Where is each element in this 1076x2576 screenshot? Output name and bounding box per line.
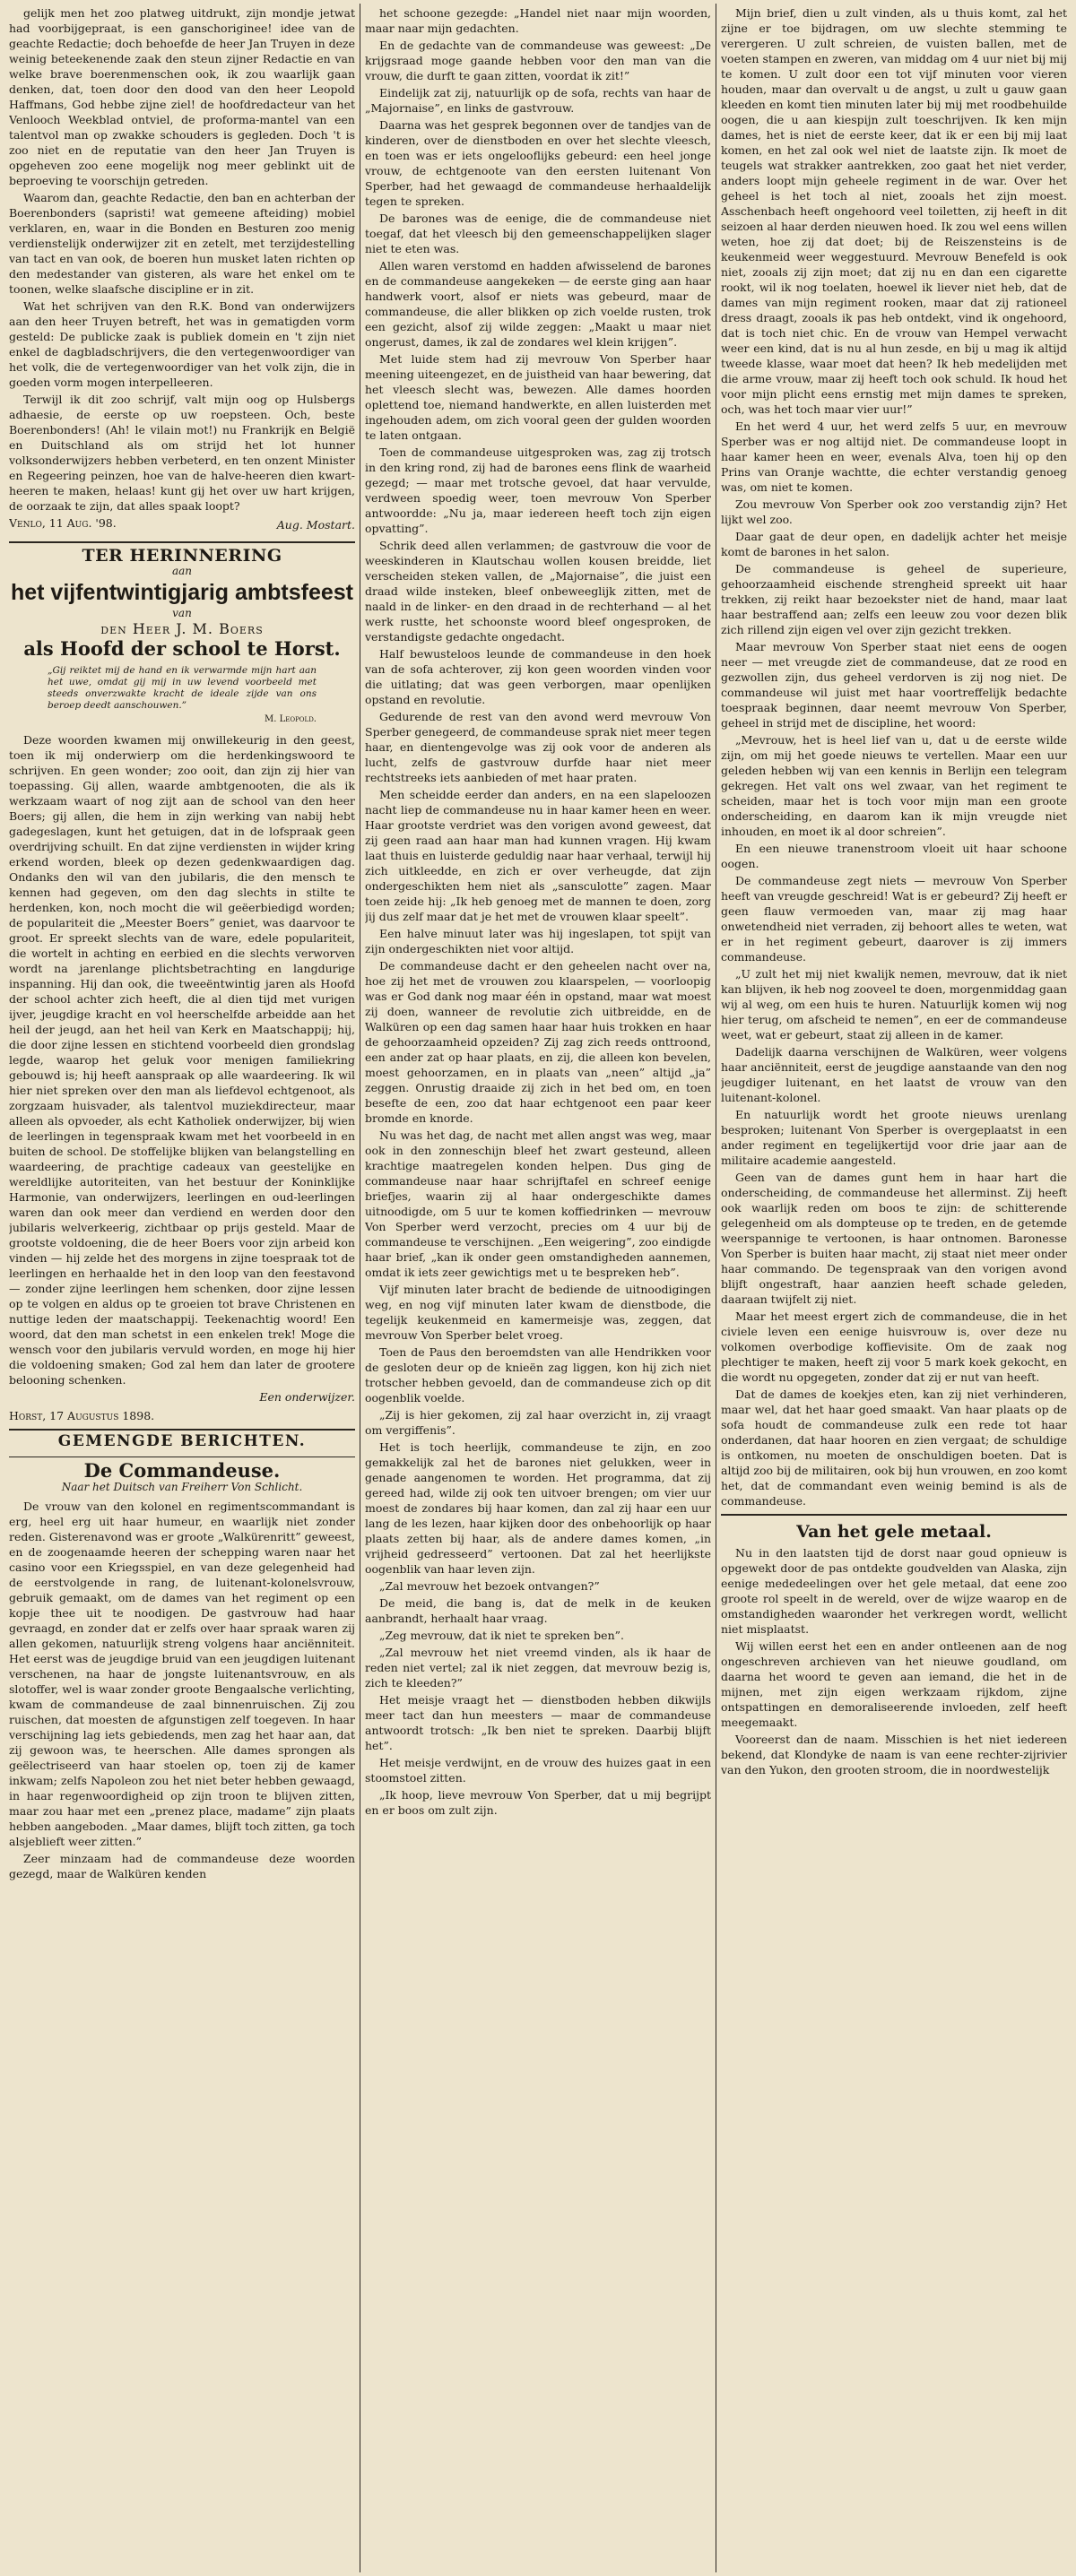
paragraph: De commandeuse zegt niets — mevrouw Von Sperber heeft van vreugde geschreid! Wat is er gebeurd? Zij heeft er geen flauw vermoeden van, maar zij mag haar onwetendheid niet verraden, zij behoort alles te weten, wat er in het regiment gebeurt, daarover is zij immers commandeuse. — [721, 874, 1067, 964]
paragraph: gelijk men het zoo platweg uitdrukt, zijn mondje jetwat had voorbijgepraat, is een ganschoriginee! idee van de geachte Redactie; doch behoefde de heer Jan Truyen in deze weinig beteekenende zaak den steun zijner Redactie en van welke brave boerenmenschen ook, ik zou waarlijk gaan denken, dat, toen door den dood van den heer Leopold Haffmans, God hebbe zijne ziel! de hoofdredacteur van het Venlooch Weekblad ontviel, de proforma-mantel van een talentvol man op zwakke schouders is gegleden. Doch 't is zoo niet en de reputatie van den heer Jan Truyen is opgeheven zoo eene mogelijk nog meer geblinkt uit de beproeving te voorschijn getreden. — [9, 6, 355, 187]
divider — [9, 1429, 355, 1431]
tribute-dateline-row — [9, 1408, 355, 1423]
tribute-motto-author: M. Leopold. — [265, 714, 317, 724]
paragraph: De vrouw van den kolonel en regimentscommandant is erg, heel erg uit haar humeur, en waarlijk niet zonder reden. Gisterenavond was er groote „Walkürenritt” geweest, en de zoogenaamde heeren der schepping waren naar het casino voor een Kriegsspiel, en van deze gelegenheid had de eerstvolgende in rang, de luitenant-kolonelsvrouw, gebruik gemaakt, om de dames van het regiment op een kopje thee uit te noodigen. De gastvrouw had haar gevraagd, en zonder dat er zelfs over haar spraak waren zij allen gekomen, natuurlijk streng volgens haar anciënniteit. Het eerst was de jeugdige bruid van een jeugdigen luitenant verschenen, na haar de jongste luitenantsvrouw, en als slotoffer, wel is waar zonder groote Bengaalsche verlichting, kwam de commandeuse de zaal binnenruischen. Zij zou ruischen, dat moesten de afgunstigen zelf toegeven. In haar verschijning lag iets gebiedends, men zag het haar aan, dat zij gewoon was, te heerschen. Alle dames sprongen als geëlectriseerd van haar stoelen op, toen zij de kamer inkwam; zelfs Napoleon zou het niet beter hebben gewaagd, in haar regenwoordigheid op zijn troon te blijven zitten, maar zou haar met een „prenez place, madame” zijn plaats hebben aangeboden. „Maar dames, blijft toch zitten, ga toch alsjeblieft weer zitten.” — [9, 1500, 355, 1848]
tribute-motto-block — [9, 665, 355, 727]
paragraph: Waarom dan, geachte Redactie, den ban en achterban der Boerenbonders (sapristi! wat gemeene afteiding) mobiel verklaren, en, waar in die Bonden en Besturen zoo menig verdienstelijk onderwijzer zit en zetelt, met terzijdestelling van tact en van ook, de boeren hun musket laten richten op den medestander van gisteren, als ware het enkel om te toonen, welke slaafsche discipline er in zit. — [9, 191, 355, 296]
tribute-heading-line: den Heer J. M. Boers — [100, 620, 264, 637]
paragraph: Nu was het dag, de nacht met allen angst was weg, maar ook in den zonneschijn bleef het zwart gesteund, alleen krachtige maatregelen konden helpen. Dus ging de commandeuse naar haar schrijftafel en schreef eenige briefjes, waarin zij al haar ondergeschikte dames uitnoodigde, om 5 uur te komen koffiedrinken — mevrouw Von Sperber werd verzocht, precies om 4 uur bij de commandeuse te verschijnen. „Een weigering”, zoo eindigde haar brief, „kan ik onder geen omstandigheden aannemen, omdat ik iets zeer gewichtigs met u te bespreken heb”. — [365, 1128, 711, 1279]
paragraph: Mijn brief, dien u zult vinden, als u thuis komt, zal het zijne er toe bijdragen, om uw slechte stemming te verergeren. U zult schreien, de vuisten ballen, met de voeten stampen en zweren, van middag om 4 uur niet bij mij te komen. U zult door een tot vijf minuten voor vieren houden, maar dan overvalt u de angst, u zult u gauw gaan kleeden en komt tien minuten later bij mij met roodbehuilde oogen, die u aan kiespijn zult toeschrijven. Ik ken mijn dames, het is niet de eerste keer, dat ik er een bij mij laat komen, en het zal ook wel niet de laatste zijn. Ik moet de teugels wat strakker aantrekken, zoo gaat het niet verder, anders loopt mijn geheele regiment in de war. Over het geheel is het toch al niet, zooals het zijn moest. Asschenbach heeft ongehoord veel toiletten, zij heeft in dit seizoen al haar derden nieuwen hoed. Ik zou wel eens willen weten, hoe zij dat doet; bij de Reiszensteins is de keukenmeid weer weggestuurd. Mevrouw Benefeld is ook niet, zooals zij zijn moet; dat zij nu en dan een cigarette rookt, wil ik nog toelaten, hoewel ik liever niet heb, dat de dames van mijn regiment rooken, maar dat zij rationeel dress draagt, zooals ik pas heb ontdekt, vind ik ongehoord, dat is toch niet chic. En de vrouw van Hempel verwacht weer een kind, dat is nu al hun zesde, en bij u mag ik altijd tweede klasse, waar moet dat heen? Ik heb medelijden met die arme vrouw, maar zij heeft toch ook schuld. Ik houd het voor mijn plicht eens ernstig met mijn dames te spreken, och, was het toch maar vier uur!” — [721, 6, 1067, 416]
paragraph: Zou mevrouw Von Sperber ook zoo verstandig zijn? Het lijkt wel zoo. — [721, 497, 1067, 526]
paragraph: „Zal mevrouw het niet vreemd vinden, als ik haar de reden niet vertel; zal ik niet zeggen, dat mevrouw bezig is, zich te kleeden?” — [365, 1646, 711, 1690]
paragraph: „Zij is hier gekomen, zij zal haar overzicht in, zij vraagt om vergiffenis”. — [365, 1408, 711, 1437]
paragraph: Geen van de dames gunt hem in haar hart die onderscheiding, de commandeuse het allerminst. Zij heeft ook waarlijk reden om boos te zijn: de schitterende gelegenheid om als dompteuse op te treden, en de getemde weerspannige te vertoonen, is haar ontnomen. Baronesse Von Sperber is buiten haar macht, zij staat niet meer onder haar commando. De tegenspraak van den vorigen avond blijft ongestraft, haar aanzien heeft schade geleden, daaraan twijfelt zij niet. — [721, 1171, 1067, 1306]
paragraph: Vijf minuten later bracht de bediende de uitnoodigingen weg, en nog vijf minuten later kwam de dienstbode, die tegelijk keukenmeid en kamermeisje was, zeggen, dat mevrouw Von Sperber belet vroeg. — [365, 1283, 711, 1342]
paragraph: En het werd 4 uur, het werd zelfs 5 uur, en mevrouw Sperber was er nog altijd niet. De commandeuse loopt in haar kamer heen en weer, evenals Alva, toen hij op den Prins van Oranje wachtte, die echter verstandig genoeg was, om niet te komen. — [721, 419, 1067, 494]
paragraph: Nu in den laatsten tijd de dorst naar goud opnieuw is opgewekt door de pas ontdekte goudvelden van Alaska, zijn eenige mededeelingen over het gele metaal, dat eene zoo groote rol speelt in de wereld, over de wijze waarop en de omstandigheden waaronder het verkregen wordt, wellicht niet misplaatst. — [721, 1546, 1067, 1636]
paragraph: Het is toch heerlijk, commandeuse te zijn, en zoo gemakkelijk zal het de barones niet gelukken, weer in genade aangenomen te worden. Het programma, dat zij gereed had, wilde zij ook ten uitvoer brengen; om vier uur moest de zondares bij haar komen, dan zal zij haar een uur lang de les lezen, haar kijken door des onbehoorlijk op haar plaats zetten bij haar, als de andere dames komen, „in vrijheid gedresseerd” vertoonen. Dat zal het heerlijkste oogenblik van haar leven zijn. — [365, 1440, 711, 1576]
paragraph: „Zeg mevrouw, dat ik niet te spreken ben”. — [379, 1629, 624, 1642]
paragraph: Een halve minuut later was hij ingeslapen, tot spijt van zijn ondergeschikten niet voor altijd. — [365, 927, 711, 955]
paragraph: Gedurende de rest van den avond werd mevrouw Von Sperber genegeerd, de commandeuse sprak niet meer tegen haar, en dientengevolge was zij ook voor de anderen als lucht, zelfs de gastvrouw durfde haar niet meer rechtstreeks iets aanbieden of met haar praten. — [365, 710, 711, 784]
section-heading: GEMENGDE BERICHTEN. — [57, 1432, 307, 1450]
paragraph: De meid, die bang is, dat de melk in de keuken aanbrandt, herhaalt haar vraag. — [365, 1596, 711, 1625]
paragraph: Wij willen eerst het een en ander ontleenen aan de nog ongeschreven archieven van het nieuwe goudland, om daarna het woord te geven aan iemand, die het in de mijnen, met zijn eigen werkzaam rijkdom, zijne ontspattingen en demoraliseerende invloeden, zelf heeft meegemaakt. — [721, 1639, 1067, 1729]
paragraph: Schrik deed allen verlammen; de gastvrouw die voor de weeskinderen in Klautschau wollen kousen breidde, liet verscheiden steken vallen, de „Majornaise”, die juist een draad wilde insteken, bleef onbeweeglijk zitten, met de naald in de linker- en den draad in de rechterhand — al het werk rustte, het schoonste woord bleef ongesproken, de verstandigste gedachte ongedacht. — [365, 539, 711, 644]
tribute-heading-line: als Hoofd der school te Horst. — [23, 637, 341, 660]
paragraph: En de gedachte van de commandeuse was geweest: „De krijgsraad moge gaande hebben voor den man van die vrouw, die durft te gaan zitten, voordat ik zit!” — [365, 39, 711, 82]
tribute-heading-line: het vijfentwintigjarig ambtsfeest — [10, 580, 353, 605]
paragraph: Wat het schrijven van den R.K. Bond van onderwijzers aan den heer Truyen betreft, het was in gematigden vorm gesteld: De publicke zaak is publiek domein en 't zijn niet enkel de dagbladschrijvers, die den vertegenwoordiger van het volk, die de vertegenwoordiger van het volk zijn, die in goeden vorm mogen interpelleeren. — [9, 299, 355, 389]
divider — [9, 541, 355, 543]
paragraph: Terwijl ik dit zoo schrijf, valt mijn oog op Hulsbergs adhaesie, de eerste op uw roepsteen. Och, beste Boerenbonders! (Ah! le vilain mot!) nu Frankrijk en België en Duitschland als om strijd het lot hunner volksonderwijzers hebben verbeterd, en ten onzent Minister en Regeering peinzen, hoe van de halve-heeren dien kwart-heeren te maken, helaas! kunt gij het over uw hart krijgen, de oorzaak te zijn, dat alles spaak loopt? — [9, 393, 355, 513]
paragraph: Toen de Paus den beroemdsten van alle Hendrikken voor de gesloten deur op de knieën zag liggen, kon hij zich niet trotscher hebben gevoeld, dan de commandeuse zich op dit oogenblik voelde. — [365, 1345, 711, 1405]
paragraph: „Zal mevrouw het bezoek ontvangen?” — [379, 1579, 600, 1593]
paragraph: Daar gaat de deur open, en dadelijk achter het meisje komt de barones in het salon. — [721, 530, 1067, 558]
tribute-heading-line: TER HERINNERING — [82, 546, 282, 566]
letter-dateline-row — [9, 515, 355, 536]
article-title: Van het gele metaal. — [796, 1522, 992, 1542]
paragraph: Half bewusteloos leunde de commandeuse in den hoek van de sofa achterover, zij kon geen woorden vinden voor die uitlating; dat was geen verborgen, maar openlijken opstand en revolutie. — [365, 647, 711, 706]
letter-signature: Aug. Mostart. — [276, 518, 355, 532]
paragraph: En een nieuwe tranenstroom vloeit uit haar schoone oogen. — [721, 842, 1067, 870]
paragraph: Vooreerst dan de naam. Misschien is het niet iedereen bekend, dat Klondyke de naam is van eene rechter-zijrivier van den Yukon, den grooten stroom, die in noordwestelijk — [721, 1733, 1067, 1776]
paragraph: Allen waren verstomd en hadden afwisselend de barones en de commandeuse aangekeken — de eerste ging aan haar handwerk voort, alsof er niets was gebeurd, maar de commandeuse, die aller blikken op zich voelde rusten, trok een gezicht, alsof zij wilde zeggen: „Maakt u maar niet ongerust, dames, ik zal de zondares wel klein krijgen”. — [365, 259, 711, 349]
paragraph: Daarna was het gesprek begonnen over de tandjes van de kinderen, over de dienstboden en over het slechte vleesch, en toen was er iets ongelooflijks gebeurd: een heel jonge vrouw, de echtgenoote van den eersten luitenant Von Sperber, had het gewaagd de commandeuse herhaaldelijk tegen te spreken. — [365, 118, 711, 208]
paragraph: En natuurlijk wordt het groote nieuws urenlang besproken; luitenant Von Sperber is overgeplaatst in een ander regiment en tegelijkertijd voor drie jaar aan de militaire academie aangesteld. — [721, 1108, 1067, 1167]
paragraph: Zeer minzaam had de commandeuse deze woorden gezegd, maar de Walküren kenden — [9, 1852, 355, 1880]
tribute-signature: Een onderwijzer. — [259, 1390, 355, 1404]
paragraph: het schoone gezegde: „Handel niet naar mijn woorden, maar naar mijn gedachten. — [365, 6, 711, 35]
tribute-heading-line: aan — [171, 565, 193, 577]
paragraph: „Mevrouw, het is heel lief van u, dat u de eerste wilde zijn, om mij het goede nieuws te vertellen. Maar een uur geleden hebben wij van een kennis in Berlijn een telegram gekregen. Het valt ons wel zwaar, van het regiment te scheiden, maar het is toch voor mijn man een groote onderscheiding, en daarom kan ik mijn vreugde niet inhouden, en moet ik al door schreien”. — [721, 733, 1067, 838]
paragraph: Dadelijk daarna verschijnen de Walküren, weer volgens haar anciënniteit, eerst de jeugdige aanstaande van den nog jeugdiger luitenant, en het laatst de vrouw van den luitenant-kolonel. — [721, 1045, 1067, 1104]
letter-dateline: Venlo, 11 Aug. '98. — [9, 516, 117, 530]
paragraph: Het meisje vraagt het — dienstboden hebben dikwijls meer tact dan hun meesters — maar de commandeuse antwoordt trotsch: „Ik ben niet te spreken. Daarbij blijft het”. — [365, 1693, 711, 1752]
paragraph: Eindelijk zat zij, natuurlijk op de sofa, rechts van haar de „Majornaise”, en links de gastvrouw. — [365, 86, 711, 115]
paragraph: De barones was de eenige, die de commandeuse niet toegaf, dat het vleesch bij den gemeenschappelijken slager niet te eten was. — [365, 212, 711, 255]
paragraph: „Ik hoop, lieve mevrouw Von Sperber, dat u mij begrijpt en er boos om zult zijn. — [365, 1788, 711, 1817]
story-body — [9, 1499, 355, 1881]
paragraph: „U zult het mij niet kwalijk nemen, mevrouw, dat ik niet kan blijven, ik heb nog zooveel te doen, morgenmiddag gaan wij al weg, om een huis te huren. Natuurlijk komen wij nog hier terug, om afscheid te nemen”, en eer de commandeuse weet, wat er gebeurt, staat zij alleen in de kamer. — [721, 967, 1067, 1042]
tribute-motto: „Gij reiktet mij de hand en ik verwarmde mijn hart aan het uwe, omdat gij mij in uw levend voorbeeld met steeds onverzwakte kracht de ideale zijde van ons beroep deedt aanschouwen.” — [48, 665, 317, 711]
paragraph: Dat de dames de koekjes eten, kan zij niet verhinderen, maar wel, dat het haar goed smaakt. Van haar plaats op de sofa houdt de commandeuse zulk een rede tot haar onderdanen, dat haar hooren en zien vergaat; de schuldige is ontkomen, nu moeten de onschuldigen boeten. Dat is altijd zoo bij de militairen, ook bij hun vrouwen, en zoo komt het, dat de commandant even weinig bemind is als de commandeuse. — [721, 1387, 1067, 1508]
divider — [721, 1514, 1067, 1516]
story-subtitle: Naar het Duitsch van Freiherr Von Schlicht. — [61, 1481, 303, 1493]
paragraph: Men scheidde eerder dan anders, en na een slapeloozen nacht liep de commandeuse nu in haar kamer heen en weer. Haar grootste verdriet was den vorigen avond geweest, dat zij geen raad aan haar man had kunnen vragen. Hij kwam laat thuis en luisterde geduldig naar haar verhaal, terwijl hij zich uitkleedde, en zich er over verheugde, dat zijn ondergeschikten hem niet als „sansculotte” zagen. Maar toen zeide hij: „Ik heb genoeg met de mannen te doen, zorg jij dus zelf maar dat je het met de vrouwen klaar speelt”. — [365, 788, 711, 923]
paragraph: Maar het meest ergert zich de commandeuse, die in het civiele leven een eenige huisvrouw is, over deze nu volkomen overbodige koffievisite. Om de zaak nog plechtiger te maken, heeft zij voor 5 mark koek gekocht, en die wordt nu opgegeten, zonder dat zij er nut van heeft. — [721, 1310, 1067, 1384]
paragraph: Met luide stem had zij mevrouw Von Sperber haar meening uiteengezet, en de juistheid van haar bewering, dat het vleesch slecht was, bewezen. Alle dames hoorden oplettend toe, niemand handwerkte, en allen luisterden met ingehouden adem, om zich vooral geen der gulden woorden te laten ontgaan. — [365, 352, 711, 442]
paragraph: Maar mevrouw Von Sperber staat niet eens de oogen neer — met vreugde ziet de commandeuse, dat ze rood en gezwollen zijn, dus geheel verdorven is zij nog niet. De commandeuse wil juist met haar voortreffelijk bedachte toespraak beginnen, daar neemt mevrouw Von Sperber, geheel in strijd met de discipline, het woord: — [721, 640, 1067, 730]
column-3 — [721, 5, 1067, 2569]
tribute-body — [9, 732, 355, 1387]
story-title: De Commandeuse. — [83, 1459, 281, 1482]
paragraph: De commandeuse is geheel de superieure, gehoorzaamheid eischende strengheid spreekt uit haar trekken, zij reikt haar bezoekster niet de hand, maar laat haar bestraffend aan; zelfs een leeuw zou voor dezen blik zich rillend zijn eigen vel over zijn gezicht trekken. — [721, 562, 1067, 636]
tribute-dateline: Horst, 17 Augustus 1898. — [9, 1409, 155, 1422]
paragraph: Deze woorden kwamen mij onwillekeurig in den geest, toen ik mij onderwierp om die herdenkingswoord te schrijven. En geen wonder; zoo ooit, dan zijn zij hier van toepassing. Gij allen, waarde ambtgenooten, die als ik werkzaam waart of nog zijt aan de school van den heer Boers; gij allen, die hem in zijn werking van nabij hebt gadegeslagen, kunt het getuigen, dat in de lofspraak geen overdrijving schuilt. En dat zijne verdiensten in wijder kring erkend worden, bleek op dezen gedenkwaardigen dag. Ondanks den wil van den jubilaris, die den mensch te kennen had gegeven, om den dag slechts in stilte te herdenken, kon, noch mocht die wil geëerbiedigd worden; de populariteit die „Meester Boers” geniet, was daarvoor te groot. Er spreekt slechts van de ware, edele populariteit, die wortelt in achting en eerbied en die slechts verworven wordt na jarenlange plichtsbetrachting en langdurige inspanning. Hij dan ook, die tweeëntwintig jaren als Hoofd der school achter zich heeft, die al dien tijd met vurigen ijver, jeugdige kracht en vol heerschelfde arbeidde aan het heil der jeugd, aan het heil van Kerk en Maatschappij; hij, die door zijne lessen en stichtend voorbeeld dien grondslag legde, waarop het geluk voor menigen familiekring gebouwd is; hij heeft aanspraak op alle waardeering. Ik wil hier niet spreken over den man als liefdevol echtgenoot, als zorgzaam huisvader, als talentvol muziekdirecteur, maar alleen als opvoeder, als echt Katholiek onderwijzer, bij wien de leerlingen in tegenspraak kwam met het voorbeeld in en buiten de school. De stoffelijke blijken van belangstelling en waardeering, de prachtige cadeaux van geestelijke en wereldlijke autoriteiten, van het bestuur der Koninklijke Harmonie, van onderwijzers, leerlingen en oud-leerlingen waren dan ook meer dan verdiend en werden door den jubilaris welverkeerig, zichtbaar op prijs gesteld. Maar de grootste voldoening, die de heer Boers voor zijn arbeid kon vinden — hij zelde het des morgens in zijne toespraak tot de leerlingen en herhaalde het in den loop van den feestavond — zonder zijne leerlingen hem schenken, door zijne lessen op te volgen en aldus op te groeien tot brave Christenen en nuttige leden der maatschappij. Teekenachtig woord! Een woord, dat den man schetst in een enkelen trek! Moge die wensch voor den jubilaris vervuld worden, en moge hij hier die voldoening smaken; God zal hem dan later de grootere belooning schenken. — [9, 733, 355, 1387]
paragraph: Toen de commandeuse uitgesproken was, zag zij trotsch in den kring rond, zij had de barones eens flink de waarheid gezegd; — maar met trotsche gevoel, dat haar vervulde, verdween spoedig weer, toen mevrouw Von Sperber antwoordde: „Nu ja, maar iedereen heeft toch zijn eigen opvatting”. — [365, 445, 711, 535]
tribute-heading-line: van — [172, 607, 192, 619]
column-2 — [365, 5, 711, 2569]
column-1 — [9, 5, 355, 2569]
tribute-heading — [9, 546, 355, 661]
paragraph: De commandeuse dacht er den geheelen nacht over na, hoe zij het met de vrouwen zou klaarspelen, — voorloopig was er God dank nog maar één in opstand, maar wat moest zij doen, wanneer de revolutie zich uitbreidde, en de Walküren op een dag samen haar haar huis trokken en haar de gehoorzaamheid opzeiden? Zij zag zich reeds onttroond, een ander zat op haar plaats, en zij, die alleen kon bevelen, moest gehoorzamen, en in plaats van „neen” altijd „ja” zeggen. Onrustig draaide zij zich in het bed om, en toen besefte de een, zoo dat haar echtgenoot een paar keer bromde en knorde. — [365, 959, 711, 1125]
paragraph: Het meisje verdwijnt, en de vrouw des huizes gaat in een stoomstoel zitten. — [365, 1756, 711, 1785]
letter-paragraphs — [9, 5, 355, 514]
